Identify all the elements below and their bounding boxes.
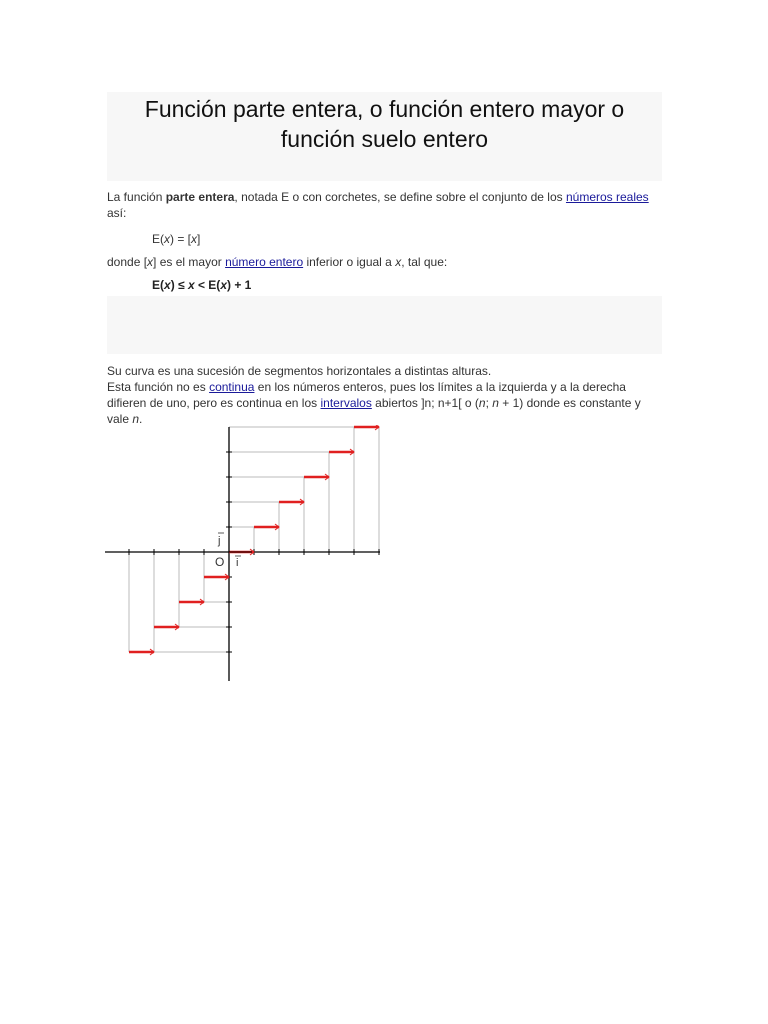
link-intervalos[interactable]: intervalos [320, 396, 372, 410]
cont-var: n [492, 396, 499, 410]
formula-part: ) ≤ [170, 278, 188, 292]
i-vector-label: i [236, 557, 239, 569]
intro-text: , notada E o con corchetes, se define sobre el conjunto de los [234, 190, 566, 204]
def-var: x [147, 255, 154, 269]
formula-part: ] [197, 232, 201, 246]
link-numeros-reales[interactable]: números reales [565, 190, 649, 204]
cont-text: en los números enteros, pues los límites a la izquierda y a la derecha difieren de uno, pero es continua en los [107, 380, 626, 410]
formula-definition [152, 231, 662, 247]
link-continua[interactable]: continua [209, 380, 255, 394]
cont-text: . [139, 412, 143, 426]
j-vector-label: j [218, 535, 221, 547]
cont-text: abiertos ]n; n+1[ o ( [371, 396, 479, 410]
def-text: donde [ [107, 255, 148, 269]
page-content [107, 92, 662, 427]
intro-paragraph [107, 189, 662, 221]
formula-var: x [164, 232, 170, 246]
definition-paragraph [107, 254, 662, 270]
cont-text: + 1) donde es constante y vale [107, 396, 641, 426]
curve-paragraph: Su curva es una sucesión de segmentos horizontales a distintas alturas. [107, 364, 492, 378]
formula-var: x [187, 278, 195, 292]
gray-spacer-box [107, 296, 662, 354]
title-box [107, 92, 662, 181]
cont-text: ; [485, 396, 493, 410]
formula-inequality [152, 277, 662, 293]
formula-part: ) + 1 [227, 278, 252, 292]
formula-part: E( [152, 232, 164, 246]
cont-var: n [132, 412, 140, 426]
continuity-paragraph [107, 379, 662, 427]
def-var: x [395, 255, 402, 269]
page-title: Función parte entera, o función entero mayor o función suelo entero [144, 96, 625, 152]
formula-part: E( [152, 278, 164, 292]
step-function-graph [105, 425, 385, 685]
formula-part: < E( [194, 278, 221, 292]
formula-part: ) = [ [170, 232, 192, 246]
def-text: ] es el mayor [153, 255, 226, 269]
intro-text: así: [107, 206, 127, 220]
def-text: , tal que: [401, 255, 448, 269]
origin-label: O [215, 555, 225, 569]
formula-var: x [220, 278, 227, 292]
intro-bold-term: parte entera [165, 190, 235, 204]
cont-var: n [478, 396, 486, 410]
formula-var: x [164, 278, 171, 292]
formula-var: x [191, 232, 198, 246]
intro-text: La función [107, 190, 166, 204]
link-numero-entero[interactable]: número entero [225, 255, 304, 269]
def-text: inferior o igual a [303, 255, 396, 269]
cont-text: Esta función no es [107, 380, 210, 394]
